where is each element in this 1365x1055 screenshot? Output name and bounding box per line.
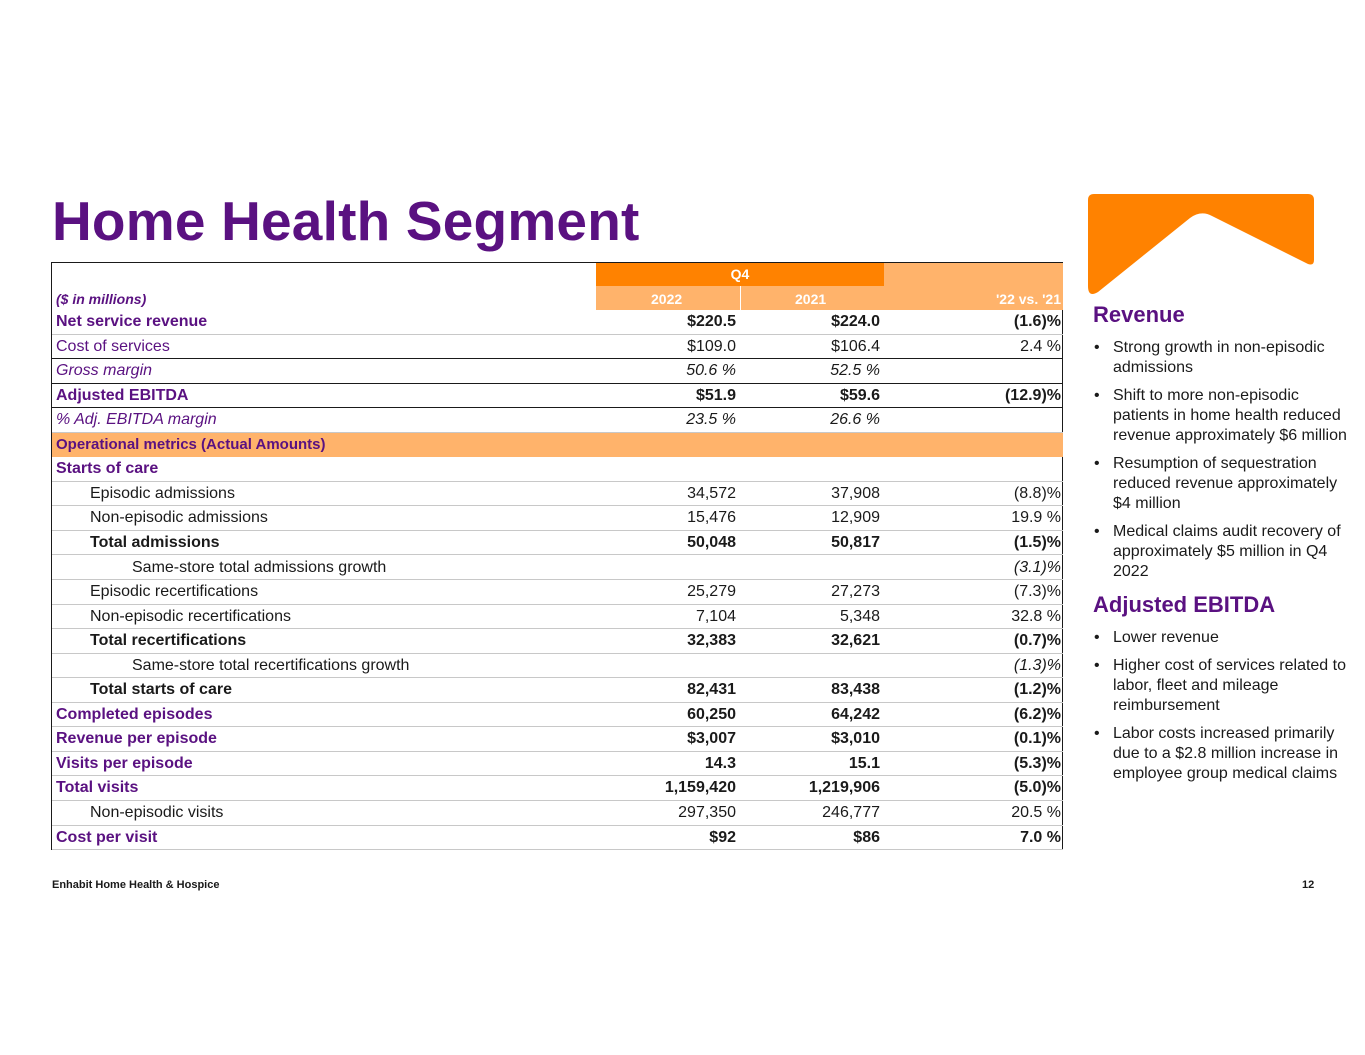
home-health-table xyxy=(51,262,1063,850)
row-gross-margin xyxy=(52,359,1063,384)
cell-2022: 14.3 xyxy=(704,754,736,772)
cell-change: (5.3)% xyxy=(1013,754,1061,772)
ebitda-bullet-item xyxy=(1093,656,1355,716)
table-column-header xyxy=(52,286,1063,310)
cell-change: (8.8)% xyxy=(1013,484,1061,502)
row-label: Net service revenue xyxy=(56,313,208,330)
cell-change: (5.0)% xyxy=(1013,779,1061,797)
page-number: 12 xyxy=(1302,879,1315,891)
cell-change: (6.2)% xyxy=(1013,705,1061,723)
row-label: Total admissions xyxy=(90,533,220,551)
cell-2022: 50.6 % xyxy=(686,362,736,380)
column-2022: 2022 xyxy=(651,291,683,307)
row-starts-of-care xyxy=(52,457,1063,482)
row-episodic-recertifications xyxy=(52,580,1063,605)
cell-2021: 1,219,906 xyxy=(808,779,880,797)
row-label: Revenue per episode xyxy=(56,730,217,748)
cell-2022: $51.9 xyxy=(695,386,736,404)
row-label: Episodic admissions xyxy=(90,484,235,502)
row-net-service-revenue xyxy=(52,310,1063,335)
cell-2021: $86 xyxy=(853,828,880,846)
row-label: Completed episodes xyxy=(56,705,213,723)
row-same-store-admissions-growth xyxy=(52,556,1063,581)
cell-2022: 25,279 xyxy=(687,583,736,601)
cell-change: (1.2)% xyxy=(1013,681,1061,699)
row-cost-of-services xyxy=(52,335,1063,360)
cell-2022: $92 xyxy=(709,828,736,846)
revenue-bullet-list xyxy=(1093,338,1355,582)
column-change: '22 vs. '21 xyxy=(995,291,1061,307)
row-total-recertifications xyxy=(52,629,1063,654)
cell-2021: $224.0 xyxy=(831,313,880,330)
ebitda-bullet-item xyxy=(1093,628,1355,648)
cell-2021: $59.6 xyxy=(839,386,880,404)
cell-2022: 1,159,420 xyxy=(664,779,736,797)
cell-2021: $106.4 xyxy=(831,337,880,355)
cell-2022: 7,104 xyxy=(695,607,736,625)
row-visits-per-episode xyxy=(52,752,1063,777)
cell-2022: 23.5 % xyxy=(686,411,736,429)
row-label: Operational metrics (Actual Amounts) xyxy=(56,435,326,453)
row-operational-metrics xyxy=(52,433,1063,458)
cell-2022: 32,383 xyxy=(687,632,736,650)
bullet-icon: • xyxy=(1094,387,1100,404)
row-completed-episodes xyxy=(52,703,1063,728)
cell-2021: 15.1 xyxy=(848,754,880,772)
bullet-text: Medical claims audit recovery of approximately $5 million in Q4 2022 xyxy=(1113,523,1341,580)
ebitda-bullet-list xyxy=(1093,628,1355,784)
cell-change: 19.9 % xyxy=(1011,509,1061,527)
cell-change: 7.0 % xyxy=(1020,828,1061,846)
row-label: Total visits xyxy=(56,779,139,797)
cell-2021: 26.6 % xyxy=(830,411,880,429)
cell-2021: 64,242 xyxy=(831,705,880,723)
ebitda-heading: Adjusted EBITDA xyxy=(1093,592,1276,617)
row-revenue-per-episode xyxy=(52,727,1063,752)
cell-2022: 50,048 xyxy=(687,533,736,551)
ebitda-bullet-item xyxy=(1093,724,1355,784)
bullet-icon: • xyxy=(1094,629,1100,646)
row-label: Non-episodic recertifications xyxy=(90,607,291,625)
bullet-text: Lower revenue xyxy=(1113,629,1219,646)
cell-change: (1.3)% xyxy=(1013,656,1061,674)
revenue-heading: Revenue xyxy=(1093,302,1185,327)
commentary-panel xyxy=(1093,300,1355,792)
row-label: Visits per episode xyxy=(56,754,193,772)
row-total-admissions xyxy=(52,531,1063,556)
bullet-text: Labor costs increased primarily due to a $2.8 million increase in employee group medical claims xyxy=(1113,725,1339,782)
footer-company: Enhabit Home Health & Hospice xyxy=(52,879,220,891)
cell-change: (1.5)% xyxy=(1013,533,1061,551)
row-label: Same-store total admissions growth xyxy=(132,558,387,576)
bullet-icon: • xyxy=(1094,725,1100,742)
row-total-visits xyxy=(52,776,1063,801)
row-adjusted-ebitda xyxy=(52,384,1063,409)
cell-change: (0.7)% xyxy=(1013,632,1061,650)
column-2021: 2021 xyxy=(795,291,827,307)
enhabit-roof-logo-icon xyxy=(1088,194,1314,295)
row-episodic-admissions xyxy=(52,482,1063,507)
revenue-bullet-item xyxy=(1093,386,1355,446)
row-label: Cost per visit xyxy=(56,828,158,846)
row-label: Adjusted EBITDA xyxy=(56,386,189,404)
row-label: Cost of services xyxy=(56,337,170,355)
cell-2022: 34,572 xyxy=(687,484,736,502)
cell-change: (1.6)% xyxy=(1013,313,1061,330)
q4-header: Q4 xyxy=(596,263,884,286)
row-non-episodic-admissions xyxy=(52,506,1063,531)
row-label: Starts of care xyxy=(56,460,159,478)
bullet-text: Strong growth in non-episodic admissions xyxy=(1113,339,1325,376)
cell-change: 32.8 % xyxy=(1011,607,1061,625)
cell-2022: 297,350 xyxy=(678,804,736,821)
cell-2022: 15,476 xyxy=(687,509,736,527)
page-title: Home Health Segment xyxy=(52,190,640,252)
bullet-text: Shift to more non-episodic patients in home health reduced revenue approximately $6 million xyxy=(1113,387,1347,444)
bullet-icon: • xyxy=(1094,523,1100,540)
revenue-bullet-item xyxy=(1093,522,1355,582)
header-blank-cell xyxy=(884,263,1063,286)
cell-2022: 82,431 xyxy=(687,681,736,699)
row-label: Gross margin xyxy=(56,362,153,380)
row-label: Non-episodic visits xyxy=(90,804,224,821)
bullet-text: Higher cost of services related to labor, fleet and mileage reimbursement xyxy=(1113,657,1346,714)
row-label: Total recertifications xyxy=(90,632,247,650)
cell-change: (3.1)% xyxy=(1013,558,1061,576)
cell-2021: 52.5 % xyxy=(830,362,880,380)
cell-change: 20.5 % xyxy=(1011,804,1061,821)
cell-2021: 50,817 xyxy=(831,533,880,551)
row-same-store-recertifications-growth xyxy=(52,654,1063,679)
cell-2022: $220.5 xyxy=(687,313,736,330)
row-label: Episodic recertifications xyxy=(90,583,259,601)
cell-2021: 32,621 xyxy=(831,632,880,650)
cell-2021: 27,273 xyxy=(831,583,880,601)
cell-2021: 37,908 xyxy=(831,484,880,502)
row-cost-per-visit xyxy=(52,826,1063,851)
bullet-text: Resumption of sequestration reduced revenue approximately $4 million xyxy=(1113,455,1338,512)
cell-2022: 60,250 xyxy=(687,705,736,723)
cell-2021: 12,909 xyxy=(831,509,880,527)
revenue-bullet-item xyxy=(1093,338,1355,378)
bullet-icon: • xyxy=(1094,455,1100,472)
bullet-icon: • xyxy=(1094,339,1100,356)
cell-2021: $3,010 xyxy=(831,730,880,748)
bullet-icon: • xyxy=(1094,657,1100,674)
unit-label: ($ in millions) xyxy=(56,291,147,307)
row-label: Non-episodic admissions xyxy=(90,509,268,527)
row-label: % Adj. EBITDA margin xyxy=(56,411,217,429)
cell-change: (7.3)% xyxy=(1013,583,1061,601)
cell-change: 2.4 % xyxy=(1020,337,1061,355)
row-label: Same-store total recertifications growth xyxy=(132,656,410,674)
row-non-episodic-recertifications xyxy=(52,605,1063,630)
row-label: Total starts of care xyxy=(90,681,232,699)
cell-2022: $3,007 xyxy=(687,730,736,748)
row-total-starts-of-care xyxy=(52,678,1063,703)
column-separator xyxy=(740,286,741,310)
cell-2022: $109.0 xyxy=(687,337,736,355)
row-non-episodic-visits xyxy=(52,801,1063,826)
cell-change: (0.1)% xyxy=(1013,730,1061,748)
row-adj-ebitda-margin xyxy=(52,408,1063,433)
cell-2021: 246,777 xyxy=(822,804,880,821)
cell-2021: 5,348 xyxy=(839,607,880,625)
cell-change: (12.9)% xyxy=(1004,386,1061,404)
revenue-bullet-item xyxy=(1093,454,1355,514)
cell-2021: 83,438 xyxy=(831,681,880,699)
